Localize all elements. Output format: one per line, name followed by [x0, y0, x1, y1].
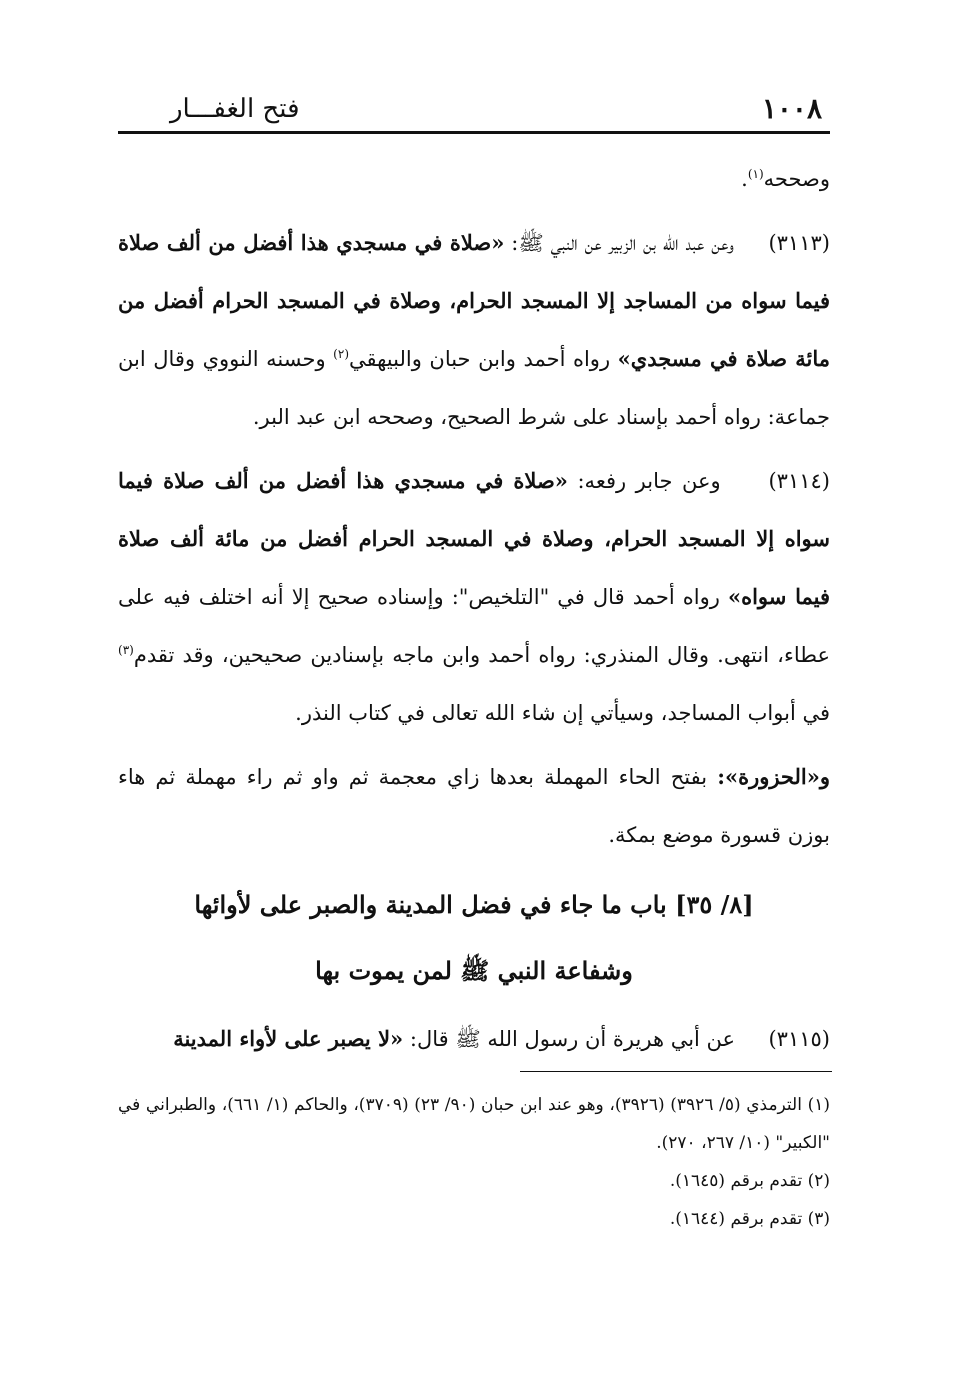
footnote-2: (٢) تقدم برقم (١٦٤٥). — [669, 1171, 830, 1191]
hadith-matn: «صلاة في مسجدي هذا أفضل من ألف صلاة فيما سواه من المساجد إلا المسجد الحرام، وصلاة في المسجد الحرام أفضل من مائة صلاة في مسجدي» — [118, 230, 830, 371]
hadith-takhrij: رواه أحمد وابن حبان والبيهقي — [349, 347, 611, 371]
hadith-number: (٣١١٥) — [768, 1027, 830, 1051]
running-title: فتح الغفـــار — [170, 94, 300, 124]
footnote-rule — [520, 1071, 832, 1072]
hadith-matn: «صلاة في مسجدي هذا أفضل من ألف صلاة فيما سواه إلا المسجد الحرام، وصلاة في المسجد الحرام أفضل من مائة ألف صلاة فيما سواه» — [118, 468, 830, 609]
main-text — [118, 150, 830, 1068]
page-header — [118, 92, 830, 132]
footnote-ref-2: (٢) — [333, 347, 349, 361]
footnote-3: (٣) تقدم برقم (١٦٤٤). — [669, 1209, 830, 1229]
hadith-takhrij: رواه أحمد قال في "التلخيص": وإسناده صحيح إلا أنه اختلف فيه على عطاء، انتهى. وقال المنذري: رواه أحمد وابن ماجه بإسنادين صحيحين، وقد تقدم — [118, 585, 830, 667]
hadith-number: (٣١١٤) — [768, 469, 830, 493]
footnote-ref-3: (٣) — [118, 643, 134, 657]
chapter-heading-line-1: [٨/ ٣٥] باب ما جاء في فضل المدينة والصبر على لأوائها — [194, 890, 754, 919]
hadith-takhrij-cont: في أبواب المساجد، وسيأتي إن شاء الله تعالى في كتاب النذر. — [295, 701, 830, 725]
hadith-3115 — [118, 1010, 830, 1068]
hadith-lead: وعن عبد الله بن الزبير عن النبي ﷺ: — [511, 231, 734, 255]
header-rule — [118, 131, 830, 134]
hadith-3113 — [118, 214, 830, 446]
gloss-text: بفتح الحاء المهملة بعدها زاي معجمة ثم واو ثم راء مهملة ثم هاء بوزن قسورة موضع بمكة. — [118, 765, 830, 847]
chapter-heading — [118, 872, 830, 1004]
hadith-takhrij-cont: وحسنه النووي وقال ابن جماعة: رواه أحمد بإسناد على شرط الصحيح، وصححه ابن عبد البر. — [118, 347, 830, 429]
intro-line: وصححه$^{(١)}$. — [741, 167, 830, 191]
hadith-lead: وعن جابر رفعه: — [577, 469, 721, 493]
footnote-ref-1: (١) — [747, 167, 764, 181]
chapter-heading-line-2: وشفاعة النبي ﷺ لمن يموت بها — [315, 956, 633, 985]
footnote-1: (١) الترمذي (٥/ ٣٩٢٦) (٣٩٢٦)، وهو عند ابن حبان (٩٠/ ٢٣) (٣٧٠٩)، والحاكم (١/ ٦٦١)، والطبراني في "الكبير" (١٠/ ٢٦٧، ٢٧٠). — [118, 1095, 830, 1153]
page-number: ١٠٠٨ — [761, 92, 822, 125]
footnotes — [118, 1086, 830, 1238]
hadith-number: (٣١١٣) — [768, 231, 830, 255]
gloss-paragraph — [118, 748, 830, 864]
hadith-3114 — [118, 452, 830, 742]
hadith-matn: «لا يصبر على لأواء المدينة — [173, 1026, 404, 1051]
hadith-lead: عن أبي هريرة أن رسول الله ﷺ قال: — [409, 1027, 736, 1051]
gloss-word: و«الحزورة»: — [717, 764, 830, 789]
